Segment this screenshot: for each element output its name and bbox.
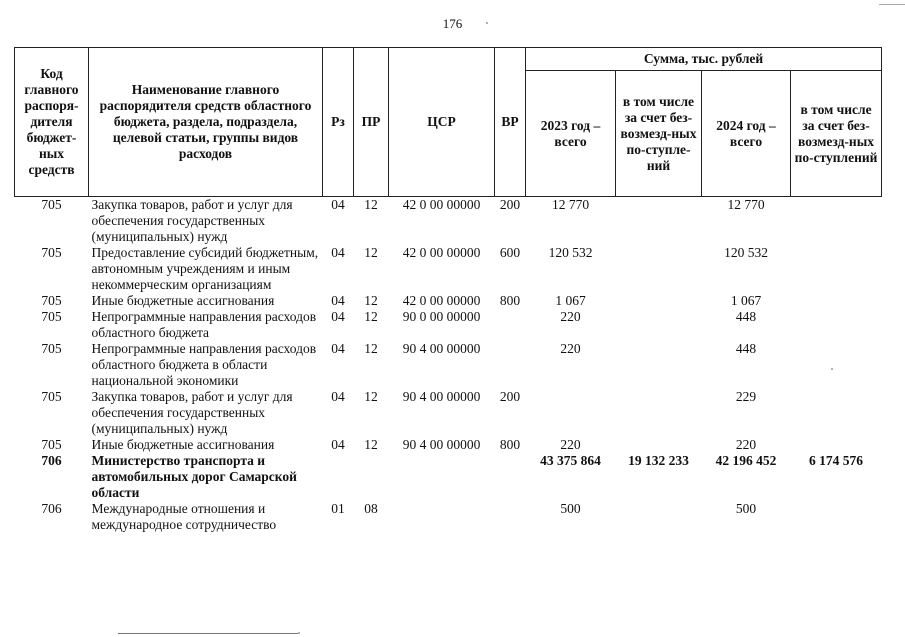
cell-rz: 04 — [331, 341, 345, 356]
cell-2024-total: 448 — [735, 309, 757, 324]
cell-pr: 12 — [364, 309, 378, 324]
cell-code: 706 — [41, 501, 62, 516]
cell-2024-gratuitous — [791, 309, 882, 341]
cell-name: Иные бюджетные ассигнования — [91, 437, 275, 452]
cell-2023-gratuitous — [616, 309, 702, 341]
cell-2024-total: 120 532 — [724, 245, 768, 260]
cell-rz: 04 — [331, 437, 345, 452]
cell-vr: 800 — [499, 293, 521, 308]
table-row — [15, 197, 882, 246]
cell-name: Министерство транспорта и автомобильных дорог Самарской области — [91, 453, 297, 500]
cell-2024-gratuitous — [791, 197, 882, 246]
cell-2023-total: 43 375 864 — [540, 453, 601, 468]
cell-2023-gratuitous — [616, 437, 702, 453]
table-row — [15, 501, 882, 533]
scan-speck — [831, 368, 833, 370]
cell-2023-gratuitous — [616, 245, 702, 293]
table-row — [15, 389, 882, 437]
cell-rz: 04 — [331, 389, 345, 404]
cell-pr: 12 — [364, 245, 378, 260]
scan-edge-line — [879, 4, 905, 5]
table-row — [15, 437, 882, 453]
cell-2023-total: 500 — [560, 501, 581, 516]
cell-2023-gratuitous — [616, 197, 702, 246]
cell-2024-total: 1 067 — [730, 293, 762, 308]
cell-code: 705 — [41, 437, 62, 452]
cell-pr: 08 — [364, 501, 378, 516]
cell-2023-total: 12 770 — [551, 197, 590, 212]
cell-2023-total: 120 532 — [548, 245, 593, 260]
cell-name: Непрограммные направления расходов областного бюджета — [91, 309, 317, 340]
cell-rz: 04 — [331, 245, 345, 260]
cell-csr: 90 0 00 00000 — [402, 309, 481, 324]
cell-2023-total — [526, 389, 616, 437]
cell-rz — [323, 453, 354, 501]
table-row — [15, 309, 882, 341]
cell-2024-total: 500 — [735, 501, 757, 516]
cell-name: Международные отношения и международное сотрудничество — [91, 501, 277, 532]
page-number: 176 — [442, 16, 463, 31]
cell-pr: 12 — [364, 197, 378, 212]
cell-2024-total: 12 770 — [727, 197, 765, 212]
cell-csr: 42 0 00 00000 — [402, 245, 481, 260]
cell-csr: 42 0 00 00000 — [402, 293, 481, 308]
table-row — [15, 453, 882, 501]
cell-csr: 90 4 00 00000 — [402, 341, 481, 356]
header-rz: Рз — [323, 48, 354, 197]
cell-vr: 800 — [499, 437, 521, 452]
cell-name: Предоставление субсидий бюджетным, автономным учреждениям и иным некоммерческим организациям — [91, 245, 319, 292]
cell-csr: 90 4 00 00000 — [402, 437, 481, 452]
cell-name: Закупка товаров, работ и услуг для обеспечения государственных (муниципальных) нужд — [91, 197, 293, 244]
cell-pr: 12 — [364, 437, 378, 452]
cell-name: Иные бюджетные ассигнования — [91, 293, 275, 308]
cell-2023-gratuitous — [616, 293, 702, 309]
cell-2023-gratuitous — [616, 389, 702, 437]
cell-vr: 200 — [499, 197, 521, 212]
cell-2024-total: 220 — [735, 437, 757, 452]
header-2024-total: 2024 год – всего — [702, 71, 791, 197]
header-2023-total: 2023 год – всего — [526, 71, 616, 197]
cell-vr — [495, 341, 526, 389]
cell-2024-gratuitous — [791, 501, 882, 533]
cell-2024-gratuitous — [791, 293, 882, 309]
cell-pr: 12 — [364, 341, 378, 356]
cell-2024-gratuitous — [791, 341, 882, 389]
footnote-line — [118, 633, 298, 634]
header-name: Наименование главного распорядителя средств областного бюджета, раздела, подраздела, целевой статьи, группы видов расходов — [89, 48, 323, 197]
cell-rz: 04 — [331, 293, 345, 308]
cell-code: 705 — [41, 341, 62, 356]
cell-vr — [495, 453, 526, 501]
cell-rz: 04 — [331, 309, 345, 324]
cell-2023-total: 220 — [560, 437, 581, 452]
cell-code: 705 — [41, 389, 62, 404]
scan-speck — [486, 22, 488, 24]
cell-2023-total: 1 067 — [555, 293, 586, 308]
table-row — [15, 341, 882, 389]
header-2024-gratuitous: в том числе за счет без-возмезд-ных по-ступлений — [791, 71, 882, 197]
cell-pr: 12 — [364, 293, 378, 308]
cell-2024-gratuitous: 6 174 576 — [809, 453, 864, 468]
cell-csr: 42 0 00 00000 — [402, 197, 481, 212]
scan-speck — [298, 632, 300, 634]
header-code: Код главного распоря-дителя бюджет-ных средств — [15, 48, 89, 197]
cell-csr — [389, 501, 495, 533]
header-sum: Сумма, тыс. рублей — [526, 48, 882, 71]
cell-vr: 600 — [499, 245, 521, 260]
cell-csr — [389, 453, 495, 501]
cell-name: Непрограммные направления расходов областного бюджета в области национальной экономики — [91, 341, 317, 388]
header-2023-gratuitous: в том числе за счет без-возмезд-ных по-ступле-ний — [616, 71, 702, 197]
cell-vr — [495, 309, 526, 341]
cell-2024-gratuitous — [791, 389, 882, 437]
table-row — [15, 245, 882, 293]
cell-rz: 01 — [331, 501, 345, 516]
cell-2024-total: 42 196 452 — [715, 453, 777, 468]
cell-csr: 90 4 00 00000 — [402, 389, 481, 404]
cell-2023-total: 220 — [560, 309, 581, 324]
cell-2024-gratuitous — [791, 245, 882, 293]
cell-2023-total: 220 — [560, 341, 581, 356]
cell-2024-total: 448 — [735, 341, 757, 356]
cell-code: 705 — [41, 197, 62, 212]
cell-code: 705 — [41, 245, 62, 260]
cell-vr — [495, 501, 526, 533]
cell-pr: 12 — [364, 389, 378, 404]
table-body — [15, 197, 882, 534]
cell-code: 705 — [41, 309, 62, 324]
cell-2024-total: 229 — [735, 389, 757, 404]
cell-rz: 04 — [331, 197, 345, 212]
cell-vr: 200 — [499, 389, 521, 404]
header-pr: ПР — [354, 48, 389, 197]
cell-name: Закупка товаров, работ и услуг для обеспечения государственных (муниципальных) нужд — [91, 389, 293, 436]
cell-2023-gratuitous — [616, 341, 702, 389]
header-vr: ВР — [495, 48, 526, 197]
table-row — [15, 293, 882, 309]
cell-code: 705 — [41, 293, 62, 308]
header-csr: ЦСР — [389, 48, 495, 197]
cell-code: 706 — [41, 453, 62, 468]
cell-pr — [354, 453, 389, 501]
cell-2023-gratuitous: 19 132 233 — [628, 453, 689, 468]
cell-2023-gratuitous — [616, 501, 702, 533]
cell-2024-gratuitous — [791, 437, 882, 453]
budget-table — [14, 47, 882, 533]
